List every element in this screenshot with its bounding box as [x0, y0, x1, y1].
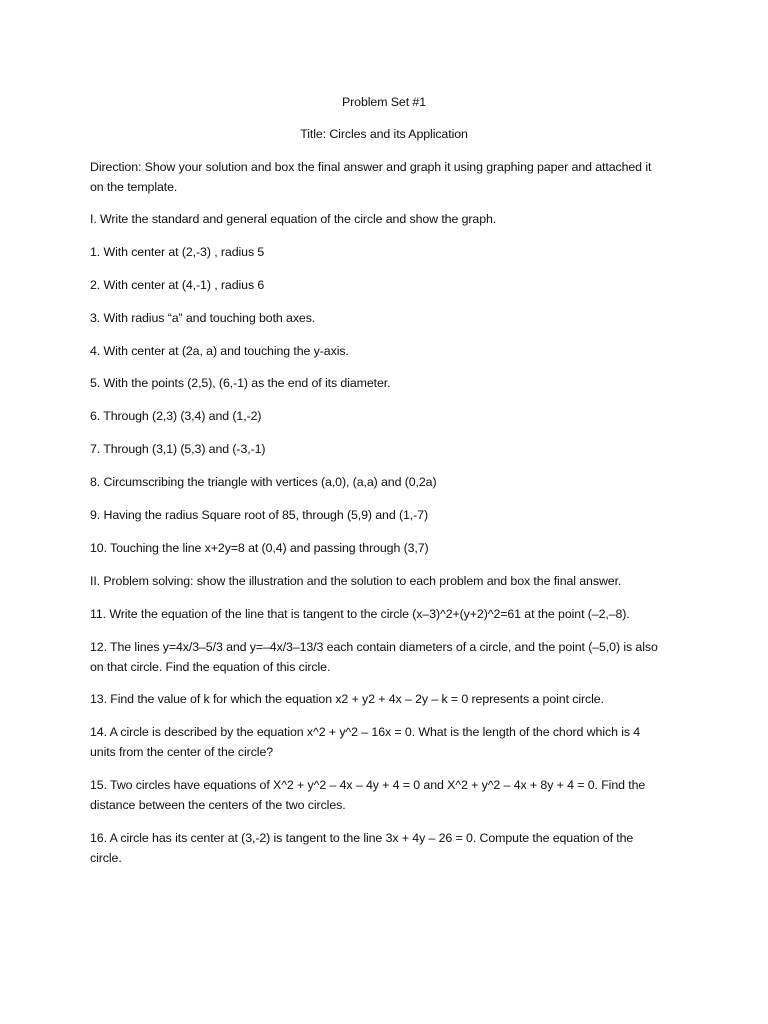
problem-item-7: 7. Through (3,1) (5,3) and (-3,-1)	[90, 442, 266, 456]
problem-item-10: 10. Touching the line x+2y=8 at (0,4) and passing through (3,7)	[90, 541, 429, 555]
problem-item-16: 16. A circle has its center at (3,-2) is tangent to the line 3x + 4y – 26 = 0. Compute the equation of the circle.	[90, 831, 634, 865]
problem-item-2: 2. With center at (4,-1) , radius 6	[90, 278, 265, 292]
problem-item-4: 4. With center at (2a, a) and touching the y-axis.	[90, 344, 349, 358]
problem-item-13: 13. Find the value of k for which the equation x2 + y2 + 4x – 2y – k = 0 represents a point circle.	[90, 692, 604, 706]
section-one-heading: I. Write the standard and general equation of the circle and show the graph.	[90, 212, 497, 226]
section-two-heading: II. Problem solving: show the illustration and the solution to each problem and box the final answer.	[90, 574, 622, 588]
problem-set-heading: Problem Set #1	[341, 95, 426, 109]
document-title: Title: Circles and its Application	[300, 127, 468, 141]
problem-item-14: 14. A circle is described by the equation x^2 + y^2 – 16x = 0. What is the length of the chord which is 4 units from the center of the circle?	[90, 725, 641, 759]
problem-item-3: 3. With radius “a” and touching both axes.	[90, 311, 316, 325]
problem-item-6: 6. Through (2,3) (3,4) and (1,-2)	[90, 409, 262, 423]
problem-item-9: 9. Having the radius Square root of 85, through (5,9) and (1,-7)	[90, 508, 428, 522]
problem-item-15: 15. Two circles have equations of X^2 + y^2 – 4x – 4y + 4 = 0 and X^2 + y^2 – 4x + 8y + 4 = 0. Find the distance between the centers of the two circles.	[90, 778, 646, 812]
problem-item-5: 5. With the points (2,5), (6,-1) as the end of its diameter.	[90, 376, 391, 390]
problem-item-11: 11. Write the equation of the line that is tangent to the circle (x–3)^2+(y+2)^2=61 at the point (–2,–8).	[90, 607, 630, 621]
problem-item-1: 1. With center at (2,-3) , radius 5	[90, 245, 265, 259]
problem-item-12: 12. The lines y=4x/3–5/3 and y=–4x/3–13/3 each contain diameters of a circle, and the point (–5,0) is also on that circle. Find the equation of this circle.	[90, 640, 658, 674]
problem-item-8: 8. Circumscribing the triangle with vertices (a,0), (a,a) and (0,2a)	[90, 475, 437, 489]
direction-text: Direction: Show your solution and box the final answer and graph it using graphing paper and attached it on the template.	[90, 160, 652, 194]
